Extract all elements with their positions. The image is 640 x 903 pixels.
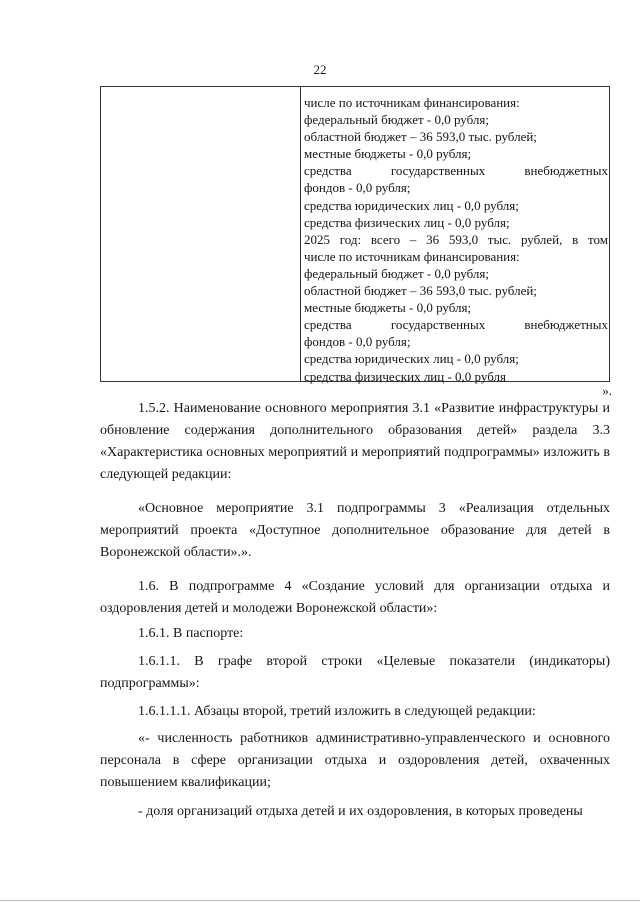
table-line: федеральный бюджет - 0,0 рубля; [304, 265, 490, 281]
table-line: числе по источникам финансирования: [304, 248, 520, 264]
paragraph-1-6-1 [100, 623, 610, 645]
paragraph-1-6-1-1-1 [100, 701, 610, 723]
table-line: средства физических лиц - 0,0 рубля; [304, 214, 510, 230]
table-line: фондов - 0,0 рубля; [304, 334, 411, 350]
table-line: средства физических лиц - 0,0 рубля [304, 368, 506, 384]
table-line: федеральный бюджет - 0,0 рубля; [304, 112, 490, 128]
financing-cell [304, 94, 608, 385]
paragraph-1-6 [100, 576, 610, 620]
table-line: средства государственных внебюджетных [304, 163, 608, 179]
paragraph-1-6-1-1 [100, 651, 610, 695]
paragraph-text: 1.6. В подпрограмме 4 «Создание условий для организации отдыха и оздоровления детей и молодежи Воронежской области»: [100, 579, 610, 616]
paragraph-text: 1.6.1.1.1. Абзацы второй, третий изложить в следующей редакции: [138, 704, 536, 719]
paragraph-text: «- численность работников административно-управленческого и основного персонала в сфере организации отдыха и оздоровления детей, охваченных повышением квалификации; [100, 731, 610, 790]
table-line: числе по источникам финансирования: [304, 95, 520, 110]
closing-quote: ». [602, 383, 612, 398]
table-column-divider [300, 87, 301, 381]
paragraph-dash-1 [100, 728, 610, 794]
paragraph-text: 1.6.1. В паспорте: [138, 626, 244, 641]
page-number: 22 [313, 62, 327, 77]
table-line: областной бюджет – 36 593,0 тыс. рублей; [304, 129, 537, 145]
paragraph-text: - доля организаций отдыха детей и их оздоровления, в которых проведены [138, 804, 583, 819]
table-line: областной бюджет – 36 593,0 тыс. рублей; [304, 283, 537, 299]
paragraph-dash-2 [100, 801, 610, 823]
financing-table [100, 86, 610, 382]
table-line: средства юридических лиц - 0,0 рубля; [304, 351, 519, 367]
table-line: средства юридических лиц - 0,0 рубля; [304, 197, 519, 213]
paragraph-text: 1.6.1.1. В графе второй строки «Целевые показатели (индикаторы) подпрограммы»: [100, 654, 610, 691]
table-line: средства государственных внебюджетных [304, 317, 608, 333]
table-line: местные бюджеты - 0,0 рубля; [304, 300, 472, 316]
bottom-rule [0, 900, 640, 901]
table-line: фондов - 0,0 рубля; [304, 180, 411, 196]
paragraph-1-5-2 [100, 398, 610, 486]
table-line: 2025 год: всего – 36 593,0 тыс. рублей, в том [304, 231, 608, 247]
table-line: местные бюджеты - 0,0 рубля; [304, 146, 472, 162]
paragraph-quote [100, 498, 610, 564]
paragraph-text: «Основное мероприятие 3.1 подпрограммы 3 «Реализация отдельных мероприятий проекта «Доступное дополнительное образование для детей в Воронежской области».». [100, 501, 610, 560]
paragraph-text: 1.5.2. Наименование основного мероприятия 3.1 «Развитие инфраструктуры и обновление содержания дополнительного образования детей» раздела 3.3 «Характеристика основных мероприятий и мероприятий подпрограммы» изложить в следующей редакции: [100, 401, 610, 482]
